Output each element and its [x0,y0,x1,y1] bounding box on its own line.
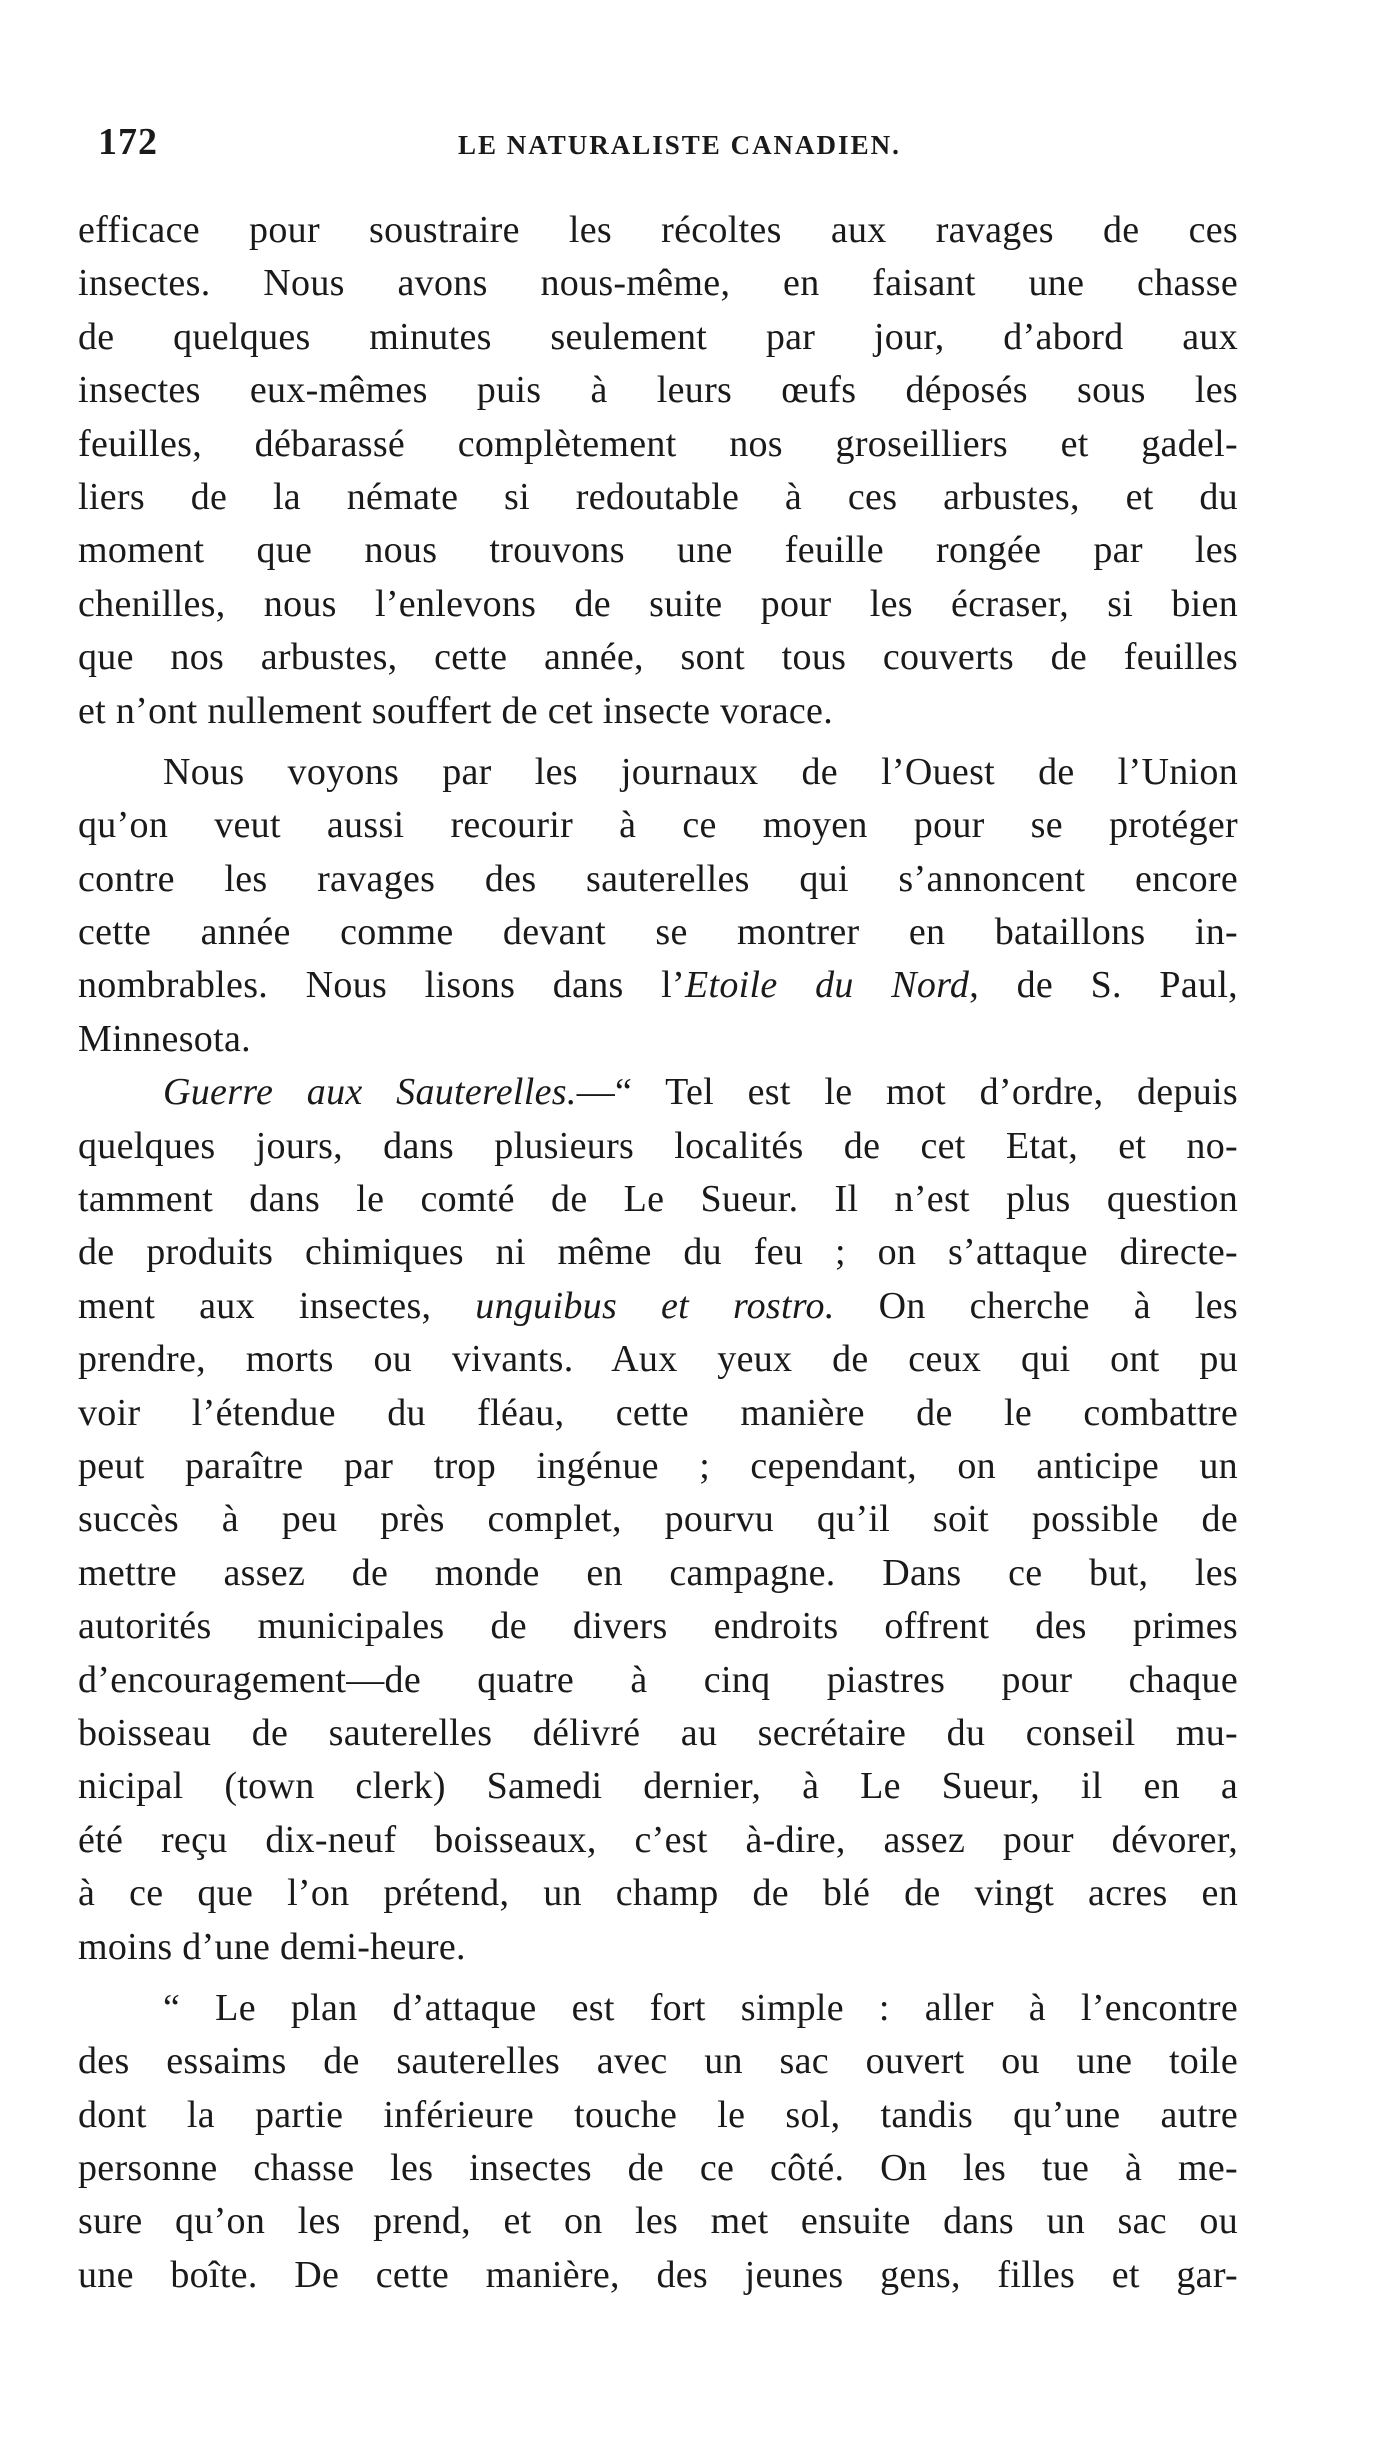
italic-title: Etoile du Nord [684,964,970,1007]
text-line: à ce que l’on prétend, un champ de blé de vingt acres en [78,1872,1238,1915]
text-line: liers de la némate si redoutable à ces arbustes, et du [78,475,1238,518]
paragraph-2 [78,746,1238,1066]
text-line: peut paraître par trop ingénue ; cependant, on anticipe un [78,1444,1238,1487]
text-line: feuilles, débarassé complètement nos groseilliers et gadel- [78,422,1238,465]
text-line: succès à peu près complet, pourvu qu’il soit possible de [78,1498,1238,1541]
page-header [78,110,1238,170]
text-line: sure qu’on les prend, et on les met ensuite dans un sac ou [78,2200,1238,2243]
text-line: boisseau de sauterelles délivré au secrétaire du conseil mu- [78,1711,1238,1754]
text-line: d’encouragement—de quatre à cinq piastres pour chaque [78,1658,1238,1701]
text-line: de produits chimiques ni même du feu ; on s’attaque directe- [78,1231,1238,1274]
text-line: que nos arbustes, cette année, sont tous couverts de feuilles [78,636,1238,679]
paragraph-1 [78,204,1238,738]
text-line: tamment dans le comté de Le Sueur. Il n’est plus question [78,1178,1238,1221]
text-line: nicipal (town clerk) Samedi dernier, à Le Sueur, il en a [78,1765,1238,1808]
text-line: efficace pour soustraire les récoltes aux ravages de ces [78,209,1238,251]
paragraph-3 [78,1066,1238,1974]
text-line [78,1066,1238,1119]
italic-phrase: unguibus et rostro. [475,1284,835,1327]
paragraph-4 [78,1982,1238,2302]
body-text [78,204,1238,2302]
text-run: , de S. Paul, [969,964,1238,1007]
running-title: LE NATURALISTE CANADIEN. [458,130,901,160]
text-line: été reçu dix-neuf boisseaux, c’est à-dire, assez pour dévorer, [78,1818,1238,1861]
text-run: —“ Tel est le mot d’ordre, depuis [576,1071,1239,1114]
text-line: insectes. Nous avons nous-même, en faisant une chasse [78,262,1238,305]
text-line [78,959,1238,1012]
text-line: personne chasse les insectes de ce côté. On les tue à me- [78,2147,1238,2190]
text-line: moment que nous trouvons une feuille rongée par les [78,529,1238,572]
text-line: mettre assez de monde en campagne. Dans ce but, les [78,1551,1238,1594]
document-page [78,110,1238,2302]
italic-heading: Guerre aux Sauterelles. [163,1071,577,1114]
text-line: dont la partie inférieure touche le sol, tandis qu’une autre [78,2093,1238,2136]
text-line [78,1280,1238,1333]
text-line: et n’ont nullement souffert de cet insecte vorace. [78,689,833,732]
text-run: On cherche à les [834,1284,1238,1327]
text-line: contre les ravages des sauterelles qui s’annoncent encore [78,857,1238,900]
text-line: des essaims de sauterelles avec un sac ouvert ou une toile [78,2040,1238,2083]
text-line: Minnesota. [78,1017,251,1060]
text-run: ment aux insectes, [78,1284,476,1327]
text-line: cette année comme devant se montrer en bataillons in- [78,911,1238,954]
text-line: chenilles, nous l’enlevons de suite pour les écraser, si bien [78,582,1238,625]
text-line: prendre, morts ou vivants. Aux yeux de ceux qui ont pu [78,1338,1238,1381]
text-line: insectes eux-mêmes puis à leurs œufs déposés sous les [78,369,1238,412]
text-line: voir l’étendue du fléau, cette manière de le combattre [78,1391,1238,1434]
text-line: Nous voyons par les journaux de l’Ouest de l’Union [163,750,1238,793]
text-line: de quelques minutes seulement par jour, d’abord aux [78,315,1238,358]
page-number: 172 [98,121,158,163]
text-line: moins d’une demi-heure. [78,1925,466,1968]
text-line: autorités municipales de divers endroits offrent des primes [78,1605,1238,1648]
text-line: quelques jours, dans plusieurs localités de cet Etat, et no- [78,1124,1238,1167]
text-line: une boîte. De cette manière, des jeunes gens, filles et gar- [78,2253,1238,2296]
text-run: nombrables. Nous lisons dans l’ [78,964,685,1007]
text-line: “ Le plan d’attaque est fort simple : aller à l’encontre [163,1986,1238,2029]
text-line: qu’on veut aussi recourir à ce moyen pour se protéger [78,804,1238,847]
